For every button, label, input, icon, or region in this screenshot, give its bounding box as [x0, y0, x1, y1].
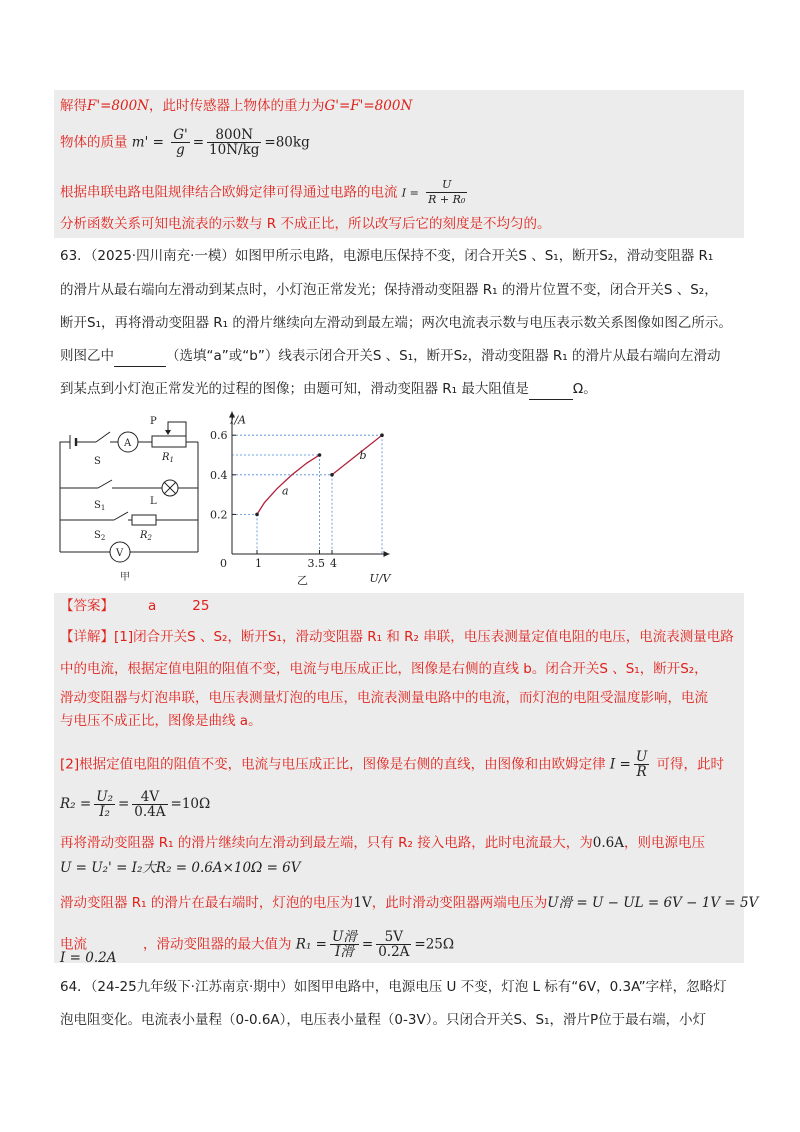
question-63-line-4: 则图乙中 （选填“a”或“b”）线表示闭合开关S 、S₁，断开S₂，滑动变阻器 R₁ 的滑片从最右端向左滑动 [60, 346, 721, 367]
detail-line-2: 中的电流，根据定值电阻的阻值不变，电流与电压成正比，图像是右侧的直线 b。闭合开关S 、S₁，断开S₂， [60, 661, 708, 677]
iv-chart [212, 400, 412, 586]
voltmeter-label: V [116, 548, 124, 559]
y-axis-label: I/A [230, 413, 246, 427]
label-s: S [94, 456, 101, 467]
x-tick-label-0: 1 [255, 557, 262, 570]
question-64-line-2: 泡电阻变化。电流表小量程（0-0.6A），电压表小量程（0-3V）。只闭合开关S、S₁，滑片P位于最右端，小灯 [60, 1012, 707, 1028]
question-63-line-1: 63．（2025·四川南充·一模）如图甲所示电路，电源电压保持不变，闭合开关S 、S₁，断开S₂，滑动变阻器 R₁ [60, 248, 714, 264]
origin-label: 0 [220, 557, 227, 570]
question-63-line-5: 到某点到小灯泡正常发光的过程的图像；由题可知，滑动变阻器 R₁ 最大阻值是 Ω。 [60, 379, 597, 400]
detail-line-5: [2]根据定值电阻的阻值不变，电流与电压成正比，图像是右侧的直线，由图像和由欧姆定律 I = $\frac{U}{R}$ 可得，此时 [60, 749, 725, 780]
detail-line-3: 滑动变阻器与灯泡串联，电压表测量灯泡的电压，电流表测量电路中的电流，而灯泡的电阻受温度影响，电流 [60, 690, 708, 706]
answer-blank-2[interactable] [529, 379, 573, 400]
solution-line-4: 分析函数关系可知电流表的示数与 R 不成正比，所以改写后它的刻度是不均匀的。 [60, 216, 551, 232]
label-s2: $S_2$ [94, 530, 106, 542]
detail-line-1: 【详解】[1]闭合开关S 、S₂，断开S₁，滑动变阻器 R₁ 和 R₂ 串联，电压表测量定值电阻的电压，电流表测量电路 [60, 629, 734, 645]
x-axis-label: U/V [369, 572, 391, 585]
y-tick-label-0: 0.2 [210, 508, 228, 522]
y-tick-label-1: 0.4 [210, 468, 228, 482]
series-b-point-0 [330, 473, 334, 477]
label-s1: $S_1$ [94, 500, 106, 512]
fraction-r2-2: $\frac{4V}{0.4A}$ [134, 789, 166, 820]
series-a-label: a [282, 484, 289, 498]
chart-caption: 乙 [297, 574, 308, 587]
answer-line: 【答案】 a 25 [60, 598, 210, 614]
series-a-point-1 [318, 453, 322, 457]
series-a-point-0 [255, 513, 259, 517]
series-b-label: b [359, 449, 367, 462]
question-63-line-3: 断开S₁，再将滑动变阻器 R₁ 的滑片继续向左滑动到最左端；两次电流表示数与电压表示数关系图像如图乙所示。 [60, 315, 732, 331]
resistor-r2 [132, 515, 156, 525]
fraction-current: $\frac{U}{\text{R + R₀}}$ [428, 178, 466, 206]
label-p: P [150, 416, 157, 427]
detail-line-6: R₂ = $\frac{\text{U₂}}{\text{I₂}}$ = $\frac{4V}{0.4A}$ =10Ω [60, 789, 211, 820]
detail-line-4: 与电压不成正比，图像是曲线 a。 [60, 713, 262, 729]
battery-symbol [70, 435, 76, 449]
solution-line-1: 解得F'=800N，此时传感器上物体的重力为G'=F'=800N [60, 98, 413, 114]
series-b-line [332, 435, 382, 475]
question-64-line-1: 64．（24-25九年级下·江苏南京·期中）如图甲电路中，电源电压 U 不变，灯泡 L 标有“6V，0.3A”字样，忽略灯 [60, 979, 727, 995]
detail-line-8: U = U₂' = I₂大R₂ = 0.6A×10Ω = 6V [60, 860, 301, 876]
solution-line-3: 根据串联电路电阻规律结合欧姆定律可得通过电路的电流 I = $\frac{U}{\text{R + R₀}}$ [60, 178, 466, 206]
fraction-mass-1: $\frac{G'}{g}$ [173, 127, 188, 158]
series-b-point-1 [380, 433, 384, 437]
fraction-r2-1: $\frac{\text{U₂}}{\text{I₂}}$ [96, 789, 113, 820]
y-tick-label-2: 0.6 [210, 429, 228, 443]
ammeter-label: A [124, 438, 132, 449]
fraction-ohms-law: $\frac{U}{R}$ [635, 749, 648, 780]
detail-line-9: 滑动变阻器 R₁ 的滑片在最右端时，灯泡的电压为1V，此时滑动变阻器两端电压为U滑 = U − UL = 6V − 1V = 5V [60, 895, 759, 911]
fraction-r1-2: $\frac{5V}{0.2A}$ [378, 929, 410, 960]
x-tick-label-1: 3.5 [307, 557, 325, 570]
solution-line-2: 物体的质量 m' = $\frac{G'}{g}$ = $\frac{800N}{10N/kg}$ =80kg [60, 127, 310, 158]
detail-line-11: I = 0.2A [60, 950, 117, 966]
fraction-r1-1: $\frac{\text{U滑}}{\text{I滑}}$ [331, 929, 357, 960]
rheostat-r1 [152, 436, 186, 447]
answer-blank-1[interactable] [114, 346, 166, 367]
label-r1: $R_1$ [162, 452, 174, 464]
label-r2: $R_2$ [140, 530, 152, 542]
circuit-diagram [50, 410, 210, 586]
question-63-line-2: 的滑片从最右端向左滑动到某点时，小灯泡正常发光；保持滑动变阻器 R₁ 的滑片位置不变，闭合开关S 、S₂， [60, 282, 718, 298]
circuit-caption: 甲 [120, 572, 130, 583]
fraction-mass-2: $\frac{800N}{10N/kg}$ [209, 127, 260, 158]
x-tick-label-2: 4 [330, 557, 337, 570]
detail-line-7: 再将滑动变阻器 R₁ 的滑片继续向左滑动到最左端，只有 R₂ 接入电路，此时电流最大，为0.6A，则电源电压 [60, 835, 705, 851]
detail-line-10: 电流 ，滑动变阻器的最大值为 R₁ = $\frac{\text{U滑}}{\text{I滑}}$ = $\frac{5V}{0.2A}$ =25Ω [60, 929, 455, 960]
label-l: L [150, 496, 157, 507]
x-axis-arrow [384, 551, 390, 557]
